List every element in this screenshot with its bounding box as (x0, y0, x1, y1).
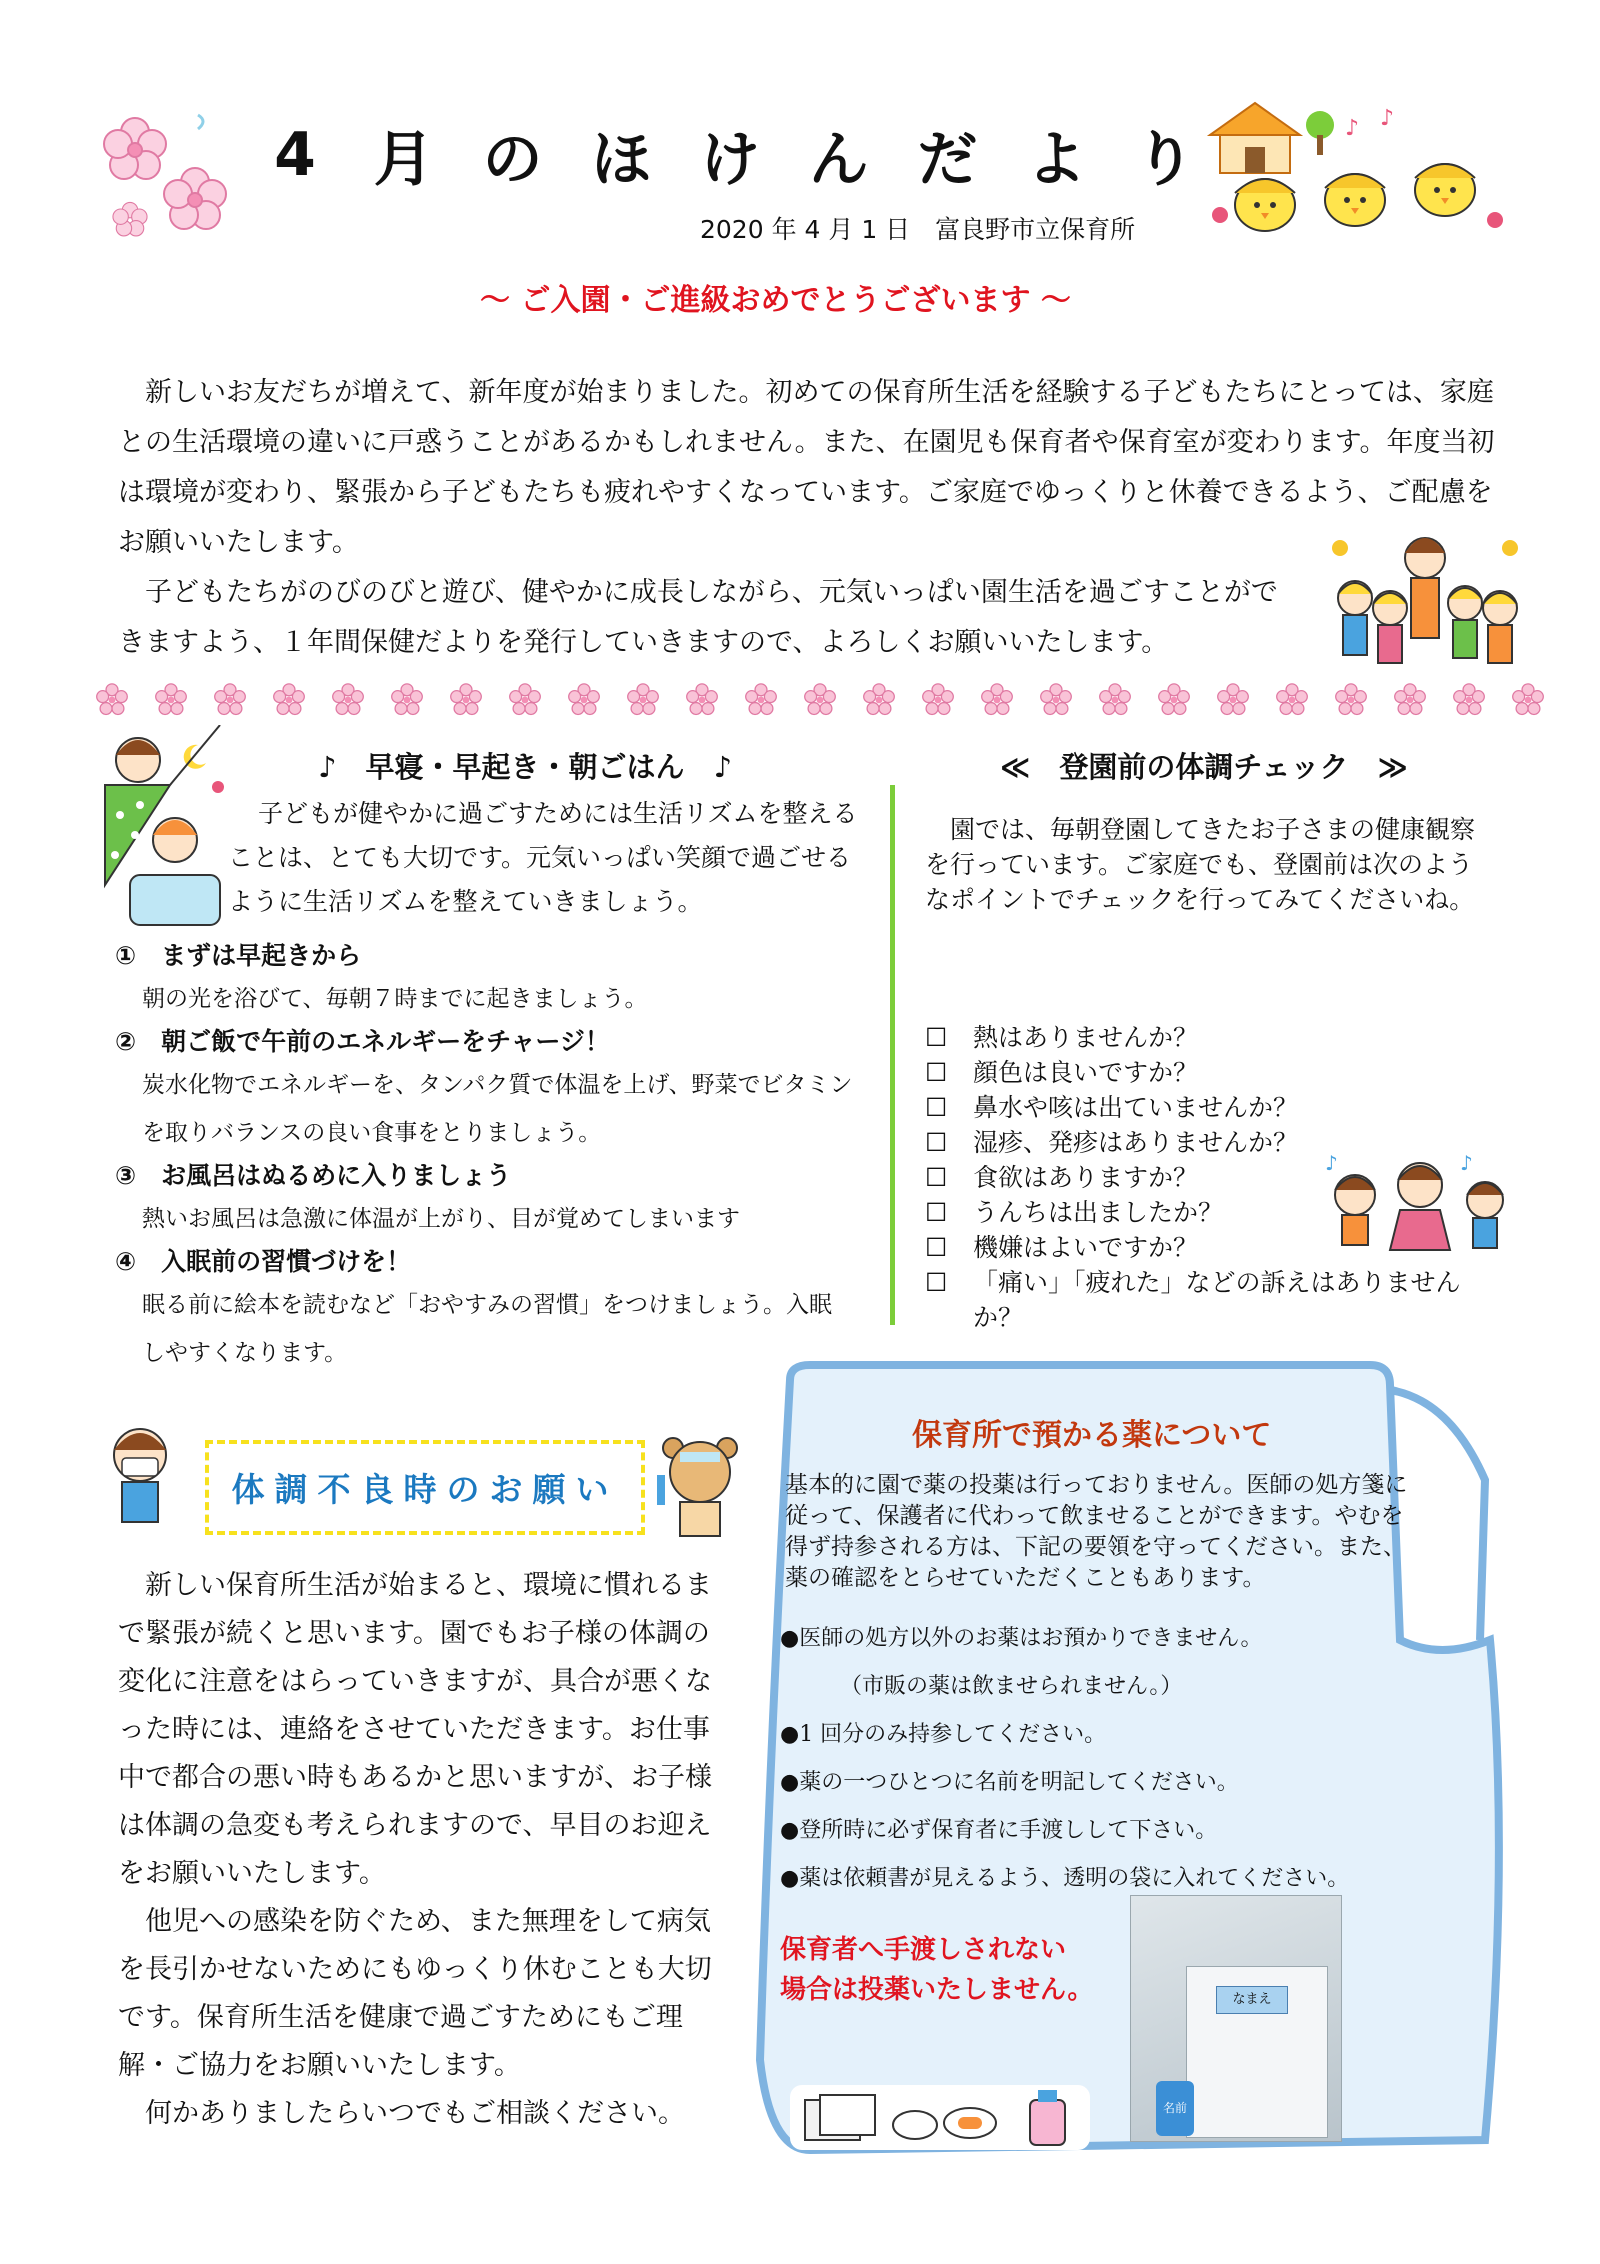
medicine-rules (780, 1615, 1500, 1903)
sleep-item-body: 熱いお風呂は急激に体温が上がり、目が覚めてしまいます (142, 1206, 740, 1232)
sleep-item-body: 炭水化物でエネルギーを、タンパク質で体温を上げ、野菜でビタミンを取りバランスの良い食事をとりましょう。 (142, 1072, 853, 1146)
sleep-item-head: ④ 入眠前の習慣づけを！ (115, 1247, 412, 1276)
title-char: 4 (274, 120, 316, 190)
medicine-title: 保育所で預かる薬について (912, 1418, 1272, 1453)
masked-child-illustration (100, 1420, 180, 1525)
sleep-child-illustration (100, 725, 230, 935)
medicine-rule: （市販の薬は飲ませられません。） (840, 1674, 1183, 1699)
medicine-rule: ●1 回分のみ持参してください。 (780, 1722, 1107, 1747)
medicine-rule: ●薬は依頼書が見えるよう、透明の袋に入れてください。 (780, 1866, 1350, 1891)
sakura-icon (1511, 683, 1545, 717)
sick-text (118, 1562, 718, 2138)
medicine-warning (780, 1930, 1094, 2010)
checkbox-icon[interactable]: ☐ (925, 1093, 948, 1122)
sakura-icon (154, 683, 188, 717)
sakura-icon (744, 683, 778, 717)
check-item-label: 湿疹、発疹はありませんか？ (973, 1128, 1299, 1157)
title-char: ん (808, 125, 869, 195)
sakura-icon (1098, 683, 1132, 717)
medicine-packets-illustration (790, 2085, 1090, 2150)
check-item (925, 1020, 1505, 1055)
check-item (925, 1265, 1505, 1335)
medicine-photo (1130, 1895, 1342, 2142)
sakura-icon (862, 683, 896, 717)
bear-thermometer-illustration (655, 1430, 745, 1540)
sleep-section-title: ♪ 早寝・早起き・朝ごはん ♪ (318, 750, 733, 784)
intro-text-2: 子どもたちがのびのびと遊び、健やかに成長しながら、元気いっぱい園生活を過ごすことができますよう、１年間保健だよりを発行していきますので、よろしくお願いいたします。 (118, 577, 1278, 658)
sakura-icon (1039, 683, 1073, 717)
check-item (925, 1090, 1505, 1125)
title-char: ほ (591, 125, 652, 195)
checkbox-icon[interactable]: ☐ (925, 1058, 948, 1087)
intro-paragraph-2 (118, 568, 1298, 668)
warning-line: 保育者へ手渡しされない (780, 1935, 1067, 1965)
sakura-icon (1334, 683, 1368, 717)
title-char: け (700, 125, 760, 195)
sleep-item (115, 1157, 875, 1243)
checkbox-icon[interactable]: ☐ (925, 1268, 948, 1297)
sleep-item (115, 1243, 875, 1377)
check-lead: 園では、毎朝登園してきたお子さまの健康観察を行っています。ご家庭でも、登園前は次のようなポイントでチェックを行ってみてくださいね。 (925, 815, 1476, 914)
sakura-icon (331, 683, 365, 717)
page-title (255, 110, 1205, 200)
sakura-icon (390, 683, 424, 717)
title-char: の (482, 125, 543, 195)
sakura-icon (980, 683, 1014, 717)
check-item-label: 食欲はありますか？ (973, 1163, 1199, 1192)
sick-title-box (205, 1440, 645, 1535)
medicine-rule: ●薬の一つひとつに名前を明記してください。 (780, 1770, 1239, 1795)
date-and-org: 2020 年 4 月 1 日 富良野市立保育所 (700, 215, 1136, 244)
check-section-title: ≪ 登園前の体調チェック ≫ (1000, 750, 1408, 784)
svg-text:♪: ♪ (1460, 1151, 1473, 1175)
check-item-label: 機嫌はよいですか？ (973, 1233, 1199, 1262)
sakura-icon (803, 683, 837, 717)
sakura-icon (272, 683, 306, 717)
sakura-divider (95, 683, 1545, 719)
sleep-items (115, 937, 875, 1377)
sleep-item-head: ③ お風呂はぬるめに入りましょう (115, 1161, 512, 1190)
photo-bottle: 名前 (1156, 2081, 1194, 2136)
checkbox-icon[interactable]: ☐ (925, 1198, 948, 1227)
sleep-lead: 子どもが健やかに過ごすためには生活リズムを整えることは、とても大切です。元気いっぱい笑顔で過ごせるように生活リズムを整えていきましょう。 (228, 799, 858, 916)
medicine-rule: ●登所時に必ず保育者に手渡しして下さい。 (780, 1818, 1218, 1843)
medicine-rule: ●医師の処方以外のお薬はお預かりできません。 (780, 1626, 1263, 1651)
sakura-icon (1216, 683, 1250, 717)
check-item (925, 1055, 1505, 1090)
check-item-label: 「痛い」「疲れた」などの訴えはありませんか？ (973, 1268, 1461, 1332)
sleep-item-body: 朝の光を浴びて、毎朝７時までに起きましょう。 (142, 986, 648, 1012)
sleep-item-head: ① まずは早起きから (115, 941, 362, 970)
intro-text-1: 新しいお友だちが増えて、新年度が始まりました。初めての保育所生活を経験する子どもたちにとっては、家庭との生活環境の違いに戸惑うことがあるかもしれません。また、在園児も保育者や保育室が変わります。年度当初は環境が変わり、緊張から子どもたちも疲れやすくなっています。ご家庭でゆっくりと休養できるよう、ご配慮をお願いいたします。 (118, 377, 1495, 558)
sakura-icon (1393, 683, 1427, 717)
check-item-label: 鼻水や咳は出ていませんか？ (973, 1093, 1299, 1122)
sakura-icon (685, 683, 719, 717)
dancing-kids-illustration (1320, 1150, 1520, 1260)
title-char: り (1135, 125, 1195, 195)
svg-text:♪: ♪ (1380, 106, 1395, 131)
checkbox-icon[interactable]: ☐ (925, 1128, 948, 1157)
title-char: だ (917, 125, 978, 195)
sakura-icon (921, 683, 955, 717)
teacher-kids-illustration (1325, 528, 1525, 673)
svg-text:♪: ♪ (1345, 116, 1360, 141)
greeting-heading: ～ ご入園・ご進級おめでとうございます ～ (480, 283, 1071, 318)
sakura-icon (1275, 683, 1309, 717)
sick-paragraph: 何かありましたらいつでもご相談ください。 (145, 2098, 685, 2129)
sakura-icon (449, 683, 483, 717)
sick-paragraph: 新しい保育所生活が始まると、環境に慣れるまで緊張が続くと思います。園でもお子様の体調の変化に注意をはらっていきますが、具合が悪くなった時には、連絡をさせていただきます。お仕事中で都合の悪い時もあるかと思いますが、お子様は体調の急変も考えられますので、早目のお迎えをお願いいたします。 (118, 1570, 712, 1889)
chicks-house-illustration (1205, 95, 1515, 235)
title-char: よ (1026, 125, 1087, 195)
sakura-icon (1452, 683, 1486, 717)
sleep-item-head: ② 朝ご飯で午前のエネルギーをチャージ！ (115, 1027, 610, 1056)
check-item-label: うんちは出ましたか？ (973, 1198, 1224, 1227)
title-char: 月 (373, 125, 434, 195)
check-item-label: 熱はありませんか？ (973, 1023, 1199, 1052)
sakura-icon (626, 683, 660, 717)
photo-name-tag: なまえ (1216, 1986, 1288, 2014)
checkbox-icon[interactable]: ☐ (925, 1233, 948, 1262)
column-divider (890, 785, 895, 1325)
check-item-label: 顔色は良いですか？ (973, 1058, 1199, 1087)
sakura-icon (567, 683, 601, 717)
sleep-item-body: 眠る前に絵本を読むなど「おやすみの習慣」をつけましょう。入眠しやすくなります。 (142, 1292, 832, 1366)
sick-paragraph: 他児への感染を防ぐため、また無理をして病気を長引かせないためにもゆっくり休むことも大切です。保育所生活を健康で過ごすためにもご理解・ご協力をお願いいたします。 (118, 1906, 712, 2081)
sakura-icon (95, 683, 129, 717)
medicine-lead: 基本的に園で薬の投薬は行っておりません。医師の処方箋に従って、保護者に代わって飲ませることができます。やむを得ず持参される方は、下記の要領を守ってください。また、薬の確認をとらせていただくこともあります。 (785, 1472, 1408, 1591)
checkbox-icon[interactable]: ☐ (925, 1163, 948, 1192)
checkbox-icon[interactable]: ☐ (925, 1023, 948, 1052)
sakura-illustration (90, 105, 240, 245)
sakura-icon (508, 683, 542, 717)
sick-section-title: 体調不良時のお願い (231, 1470, 619, 1509)
warning-line: 場合は投薬いたしません。 (780, 1975, 1094, 2005)
sleep-item (115, 1023, 875, 1157)
sakura-icon (1157, 683, 1191, 717)
sleep-item (115, 937, 875, 1023)
sakura-icon (213, 683, 247, 717)
intro-paragraph-1 (118, 368, 1518, 568)
svg-text:♪: ♪ (1325, 1151, 1338, 1175)
